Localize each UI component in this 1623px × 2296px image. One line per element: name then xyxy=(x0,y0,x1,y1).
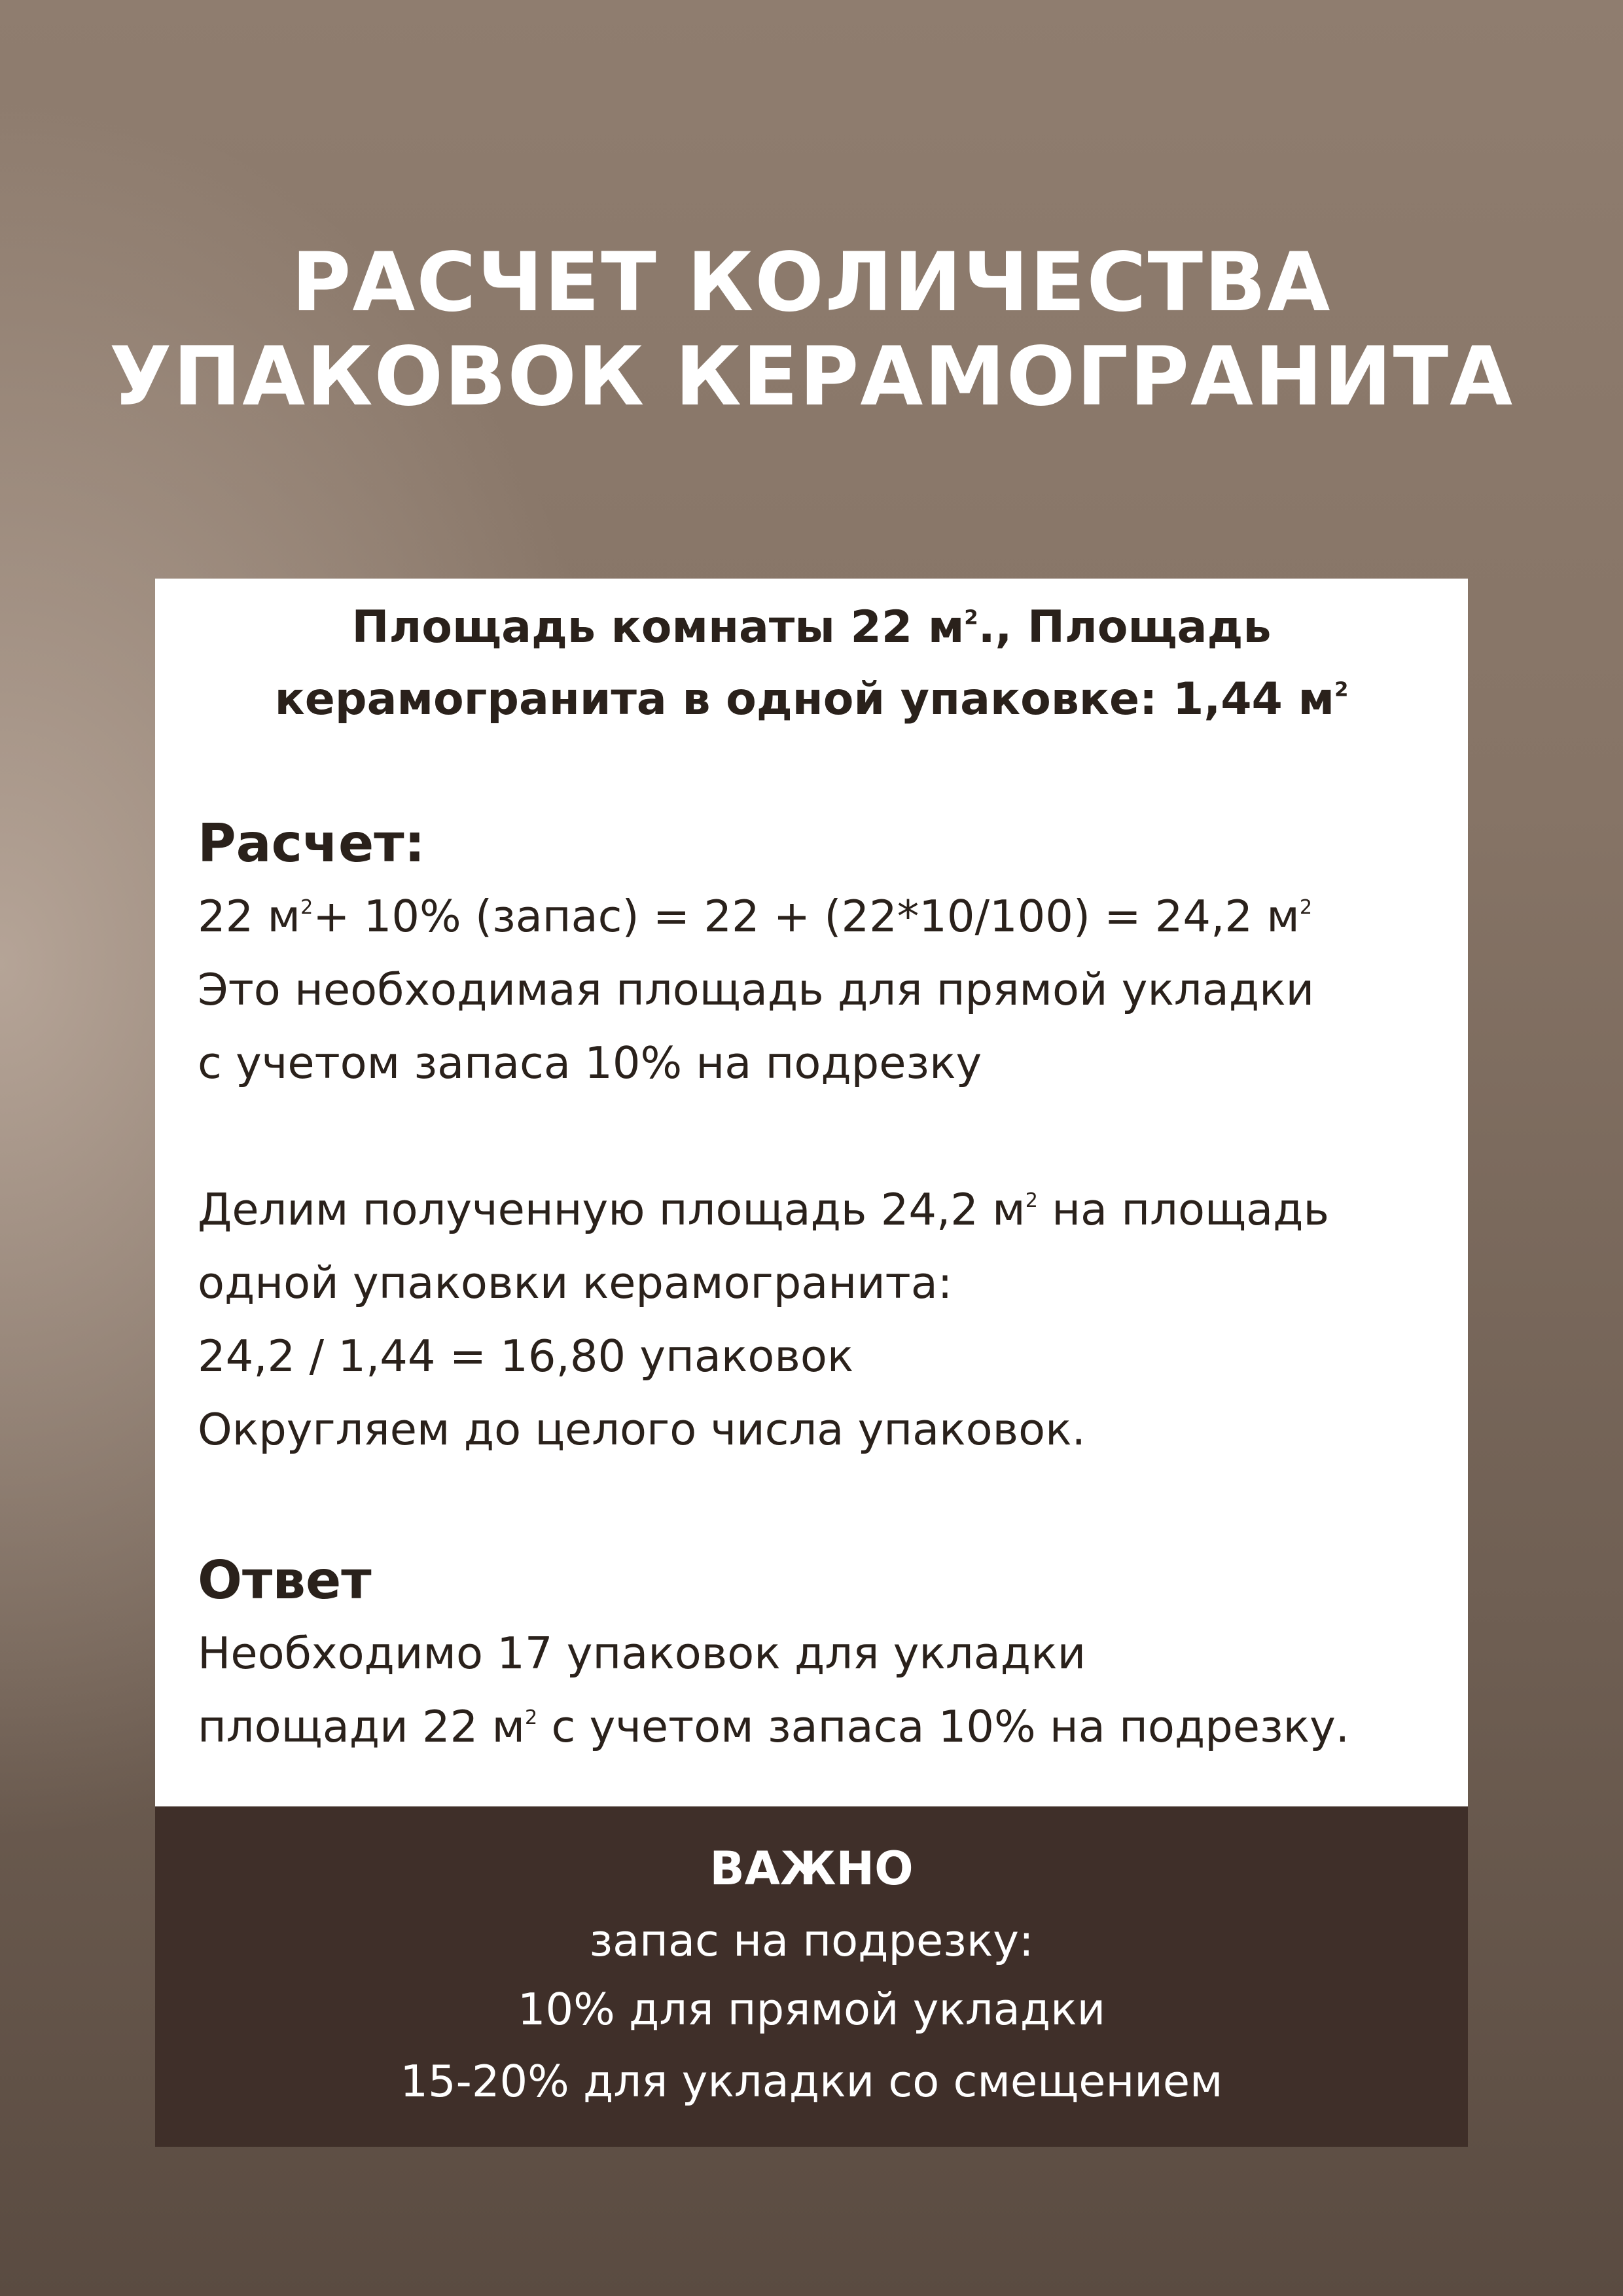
intro-line-2 xyxy=(155,664,1468,736)
page-title xyxy=(0,236,1623,424)
answer-line-2 xyxy=(198,1690,1441,1763)
formula-rest: + 10% (запас) = 22 + (22*10/100) = 24,2 м xyxy=(313,891,1300,942)
important-line-2: 10% для прямой укладки xyxy=(517,1984,1106,2035)
answer-section xyxy=(198,1545,1441,1763)
calculation-heading: Расчет: xyxy=(198,813,425,874)
room-area-text: Площадь комнаты 22 м xyxy=(351,601,965,653)
intro-line-1 xyxy=(155,592,1468,664)
spacer xyxy=(198,1100,1441,1173)
round-line: Округляем до целого числа упаковок. xyxy=(198,1404,1086,1455)
result-line: 24,2 / 1,44 = 16,80 упаковок xyxy=(198,1331,854,1382)
divide-start: Делим полученную площадь 24,2 м xyxy=(198,1184,1026,1235)
important-note xyxy=(155,1806,1468,2147)
square-superscript: 2 xyxy=(300,895,313,919)
divide-line xyxy=(198,1173,1441,1246)
package-area-text: керамогранита в одной упаковке: 1,44 м xyxy=(274,673,1335,725)
square-superscript: 2 xyxy=(1299,895,1313,919)
square-superscript: 2 xyxy=(525,1706,538,1729)
calculation-section xyxy=(198,808,1441,1466)
intro-text xyxy=(155,592,1468,736)
important-heading: ВАЖНО xyxy=(709,1842,914,1895)
formula-start: 22 м xyxy=(198,891,301,942)
explain-line-2: с учетом запаса 10% на подрезку xyxy=(198,1037,982,1088)
calculation-card xyxy=(155,579,1468,1806)
square-superscript: 2 xyxy=(964,606,978,630)
square-superscript: 2 xyxy=(1334,678,1349,702)
answer-rest: с учетом запаса 10% на подрезку. xyxy=(537,1701,1350,1752)
divide-end: на площадь xyxy=(1037,1184,1329,1235)
intro-line-1-end: ., Площадь xyxy=(978,601,1272,653)
title-line-1: РАСЧЕТ КОЛИЧЕСТВА xyxy=(291,236,1332,330)
answer-heading: Ответ xyxy=(198,1550,372,1611)
answer-line-1: Необходимо 17 упаковок для укладки xyxy=(198,1628,1086,1679)
square-superscript: 2 xyxy=(1025,1189,1038,1212)
answer-area: площади 22 м xyxy=(198,1701,526,1752)
important-line-1: запас на подрезку: xyxy=(589,1915,1034,1966)
formula-line xyxy=(198,880,1441,953)
divide-line-2: одной упаковки керамогранита: xyxy=(198,1257,953,1308)
explain-line-1: Это необходимая площадь для прямой укладки xyxy=(198,964,1315,1015)
important-line-3: 15-20% для укладки со смещением xyxy=(400,2056,1223,2107)
title-line-2: УПАКОВОК КЕРАМОГРАНИТА xyxy=(109,330,1514,424)
